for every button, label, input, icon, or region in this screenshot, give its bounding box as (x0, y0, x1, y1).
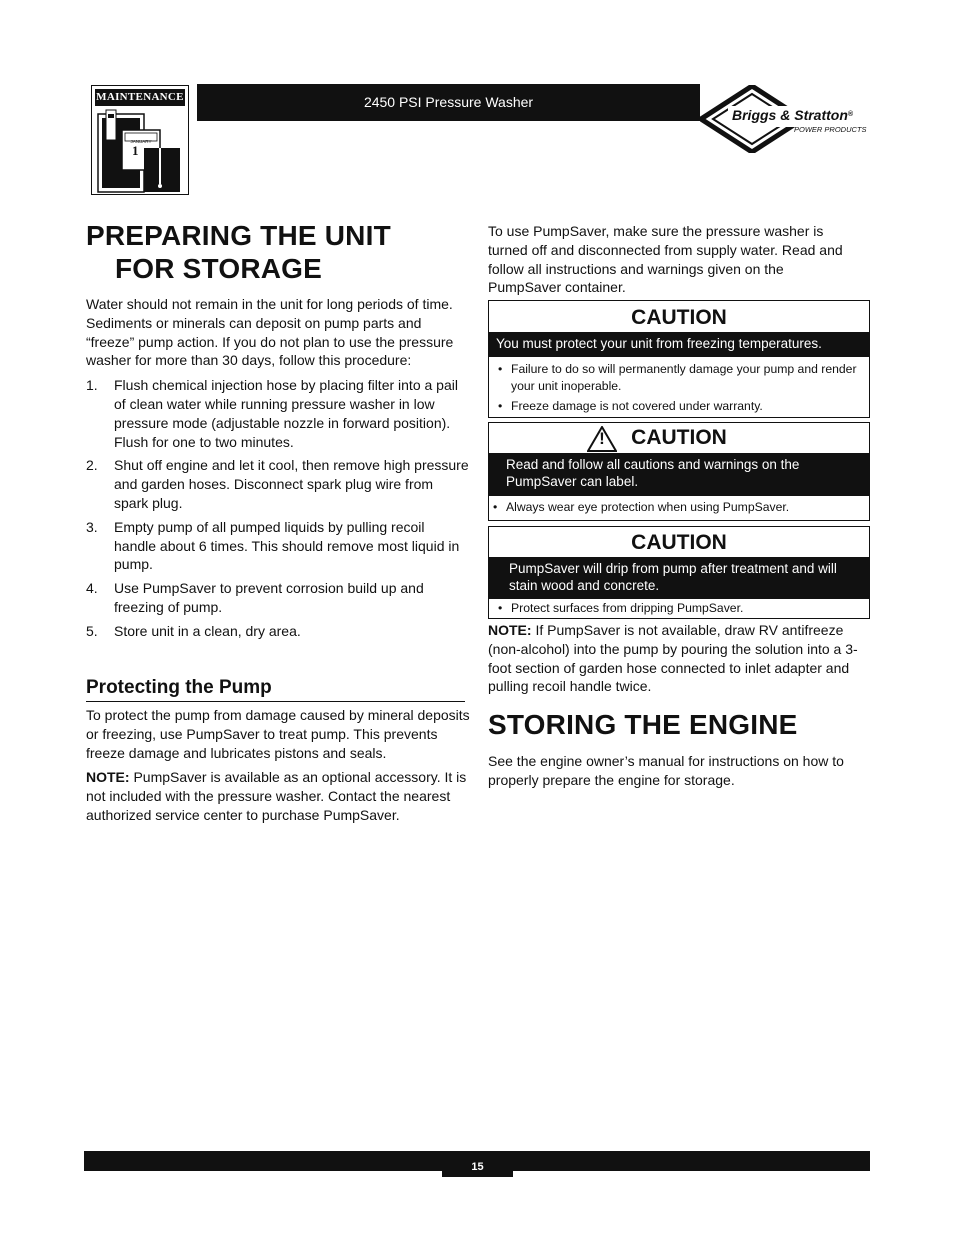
caution-list (489, 361, 869, 415)
list-item (489, 499, 869, 516)
step-number: 4. (86, 580, 98, 597)
bullet: • (498, 399, 503, 413)
list-item (489, 600, 869, 617)
bullet: • (498, 601, 503, 615)
maintenance-badge (91, 85, 189, 195)
step-number: 2. (86, 457, 98, 474)
bullet: • (498, 362, 503, 376)
subsection-title: Protecting the Pump (86, 677, 272, 698)
protect-text: To protect the pump from damage caused by mineral deposits or freezing, use PumpSaver to treat pump. This prevents freeze damage and lubricates pistons and seals. (86, 707, 470, 761)
preparing-body (86, 295, 470, 641)
list-item (86, 518, 470, 574)
pumpsaver-intro (488, 222, 860, 297)
product-title: 2450 PSI Pressure Washer (363, 94, 534, 110)
preparing-intro: Water should not remain in the unit for long periods of time. Sediments or minerals can deposit on pump parts and “freeze” pump action. If you do not plan to use the pressure washer for more than 30 days, follow this procedure: (86, 296, 454, 369)
list-item (489, 398, 869, 415)
step-text: Empty pump of all pumped liquids by pulling recoil handle about 6 times. This should remove most liquid in pump. (114, 518, 460, 573)
note-text: PumpSaver is available as an optional accessory. It is not included with the pressure washer. Contact the nearest authorized service center to purchase PumpSaver. (86, 769, 467, 823)
protecting-body (86, 706, 470, 825)
caution-band: Read and follow all cautions and warnings on the PumpSaver can label. (489, 453, 869, 496)
maintenance-label: MAINTENANCE (95, 89, 185, 106)
antifreeze-note (488, 621, 868, 696)
logo-brand: Briggs & Stratton® (732, 107, 854, 123)
caution-item-text: Failure to do so will permanently damage your pump and render your unit inoperable. (511, 362, 857, 393)
calendar-day: 1 (132, 143, 139, 158)
step-number: 5. (86, 622, 98, 639)
calendar-month: JANUARY (130, 139, 152, 144)
note-paragraph (488, 621, 868, 696)
caution-item-text: Always wear eye protection when using PumpSaver. (506, 500, 790, 514)
list-item (489, 361, 869, 395)
caution-box-label (488, 422, 870, 521)
step-number: 1. (86, 377, 98, 394)
note-label: NOTE: (488, 622, 532, 638)
wrench-calendar-icon (92, 108, 188, 194)
note-paragraph (86, 768, 470, 824)
logo-sub: POWER PRODUCTS (794, 125, 867, 134)
product-title-bar (197, 84, 700, 121)
left-column (86, 219, 466, 285)
list-item (86, 579, 470, 617)
engine-text: See the engine owner’s manual for instructions on how to properly prepare the engine for storage. (488, 753, 844, 788)
list-item (86, 456, 470, 512)
caution-band: You must protect your unit from freezing temperatures. (489, 332, 869, 357)
caution-title: CAUTION (631, 426, 727, 449)
page-number: 15 (442, 1153, 513, 1177)
caution-title: CAUTION (631, 531, 727, 554)
caution-list (489, 600, 869, 617)
step-number: 3. (86, 518, 98, 535)
caution-band: PumpSaver will drip from pump after treatment and will stain wood and concrete. (489, 557, 869, 599)
storage-steps-list (86, 376, 470, 640)
briggs-stratton-logo (700, 85, 870, 153)
bullet: • (493, 500, 498, 514)
step-text: Store unit in a clean, dry area. (114, 622, 301, 639)
caution-item-text: Protect surfaces from dripping PumpSaver. (511, 601, 744, 615)
warning-exclamation: ! (599, 429, 605, 448)
engine-body (488, 752, 868, 790)
caution-box-staining (488, 526, 870, 619)
section-title-engine: STORING THE ENGINE (488, 709, 798, 740)
step-text: Shut off engine and let it cool, then remove high pressure and garden hoses. Disconnect spark plug wire from spark plug. (114, 457, 469, 511)
protecting-pump-heading (86, 676, 465, 702)
pumpsaver-intro-text: To use PumpSaver, make sure the pressure washer is turned off and disconnected from supply water. Read and follow all instructions and warnings given on the PumpSaver container. (488, 223, 843, 296)
caution-box-freezing (488, 300, 870, 418)
caution-list (489, 499, 869, 516)
list-item (86, 622, 470, 641)
note-label: NOTE: (86, 769, 130, 786)
engine-section (488, 708, 868, 741)
list-item (86, 376, 470, 451)
section-title-preparing: PREPARING THE UNIT FOR STORAGE (86, 220, 391, 284)
caution-item-text: Freeze damage is not covered under warranty. (511, 399, 763, 413)
caution-header (489, 423, 869, 453)
caution-title: CAUTION (631, 306, 727, 329)
note-text: If PumpSaver is not available, draw RV antifreeze (non-alcohol) into the pump by pouring the solution into a 3-foot section of garden hose connected to inlet adapter and pulling recoil handle twice. (488, 622, 858, 695)
step-text: Use PumpSaver to prevent corrosion build up and freezing of pump. (114, 580, 424, 615)
step-text: Flush chemical injection hose by placing filter into a pail of clean water while running pressure washer in low pressure mode (adjustable nozzle in forward position). Flush for one to two minutes. (114, 377, 458, 450)
